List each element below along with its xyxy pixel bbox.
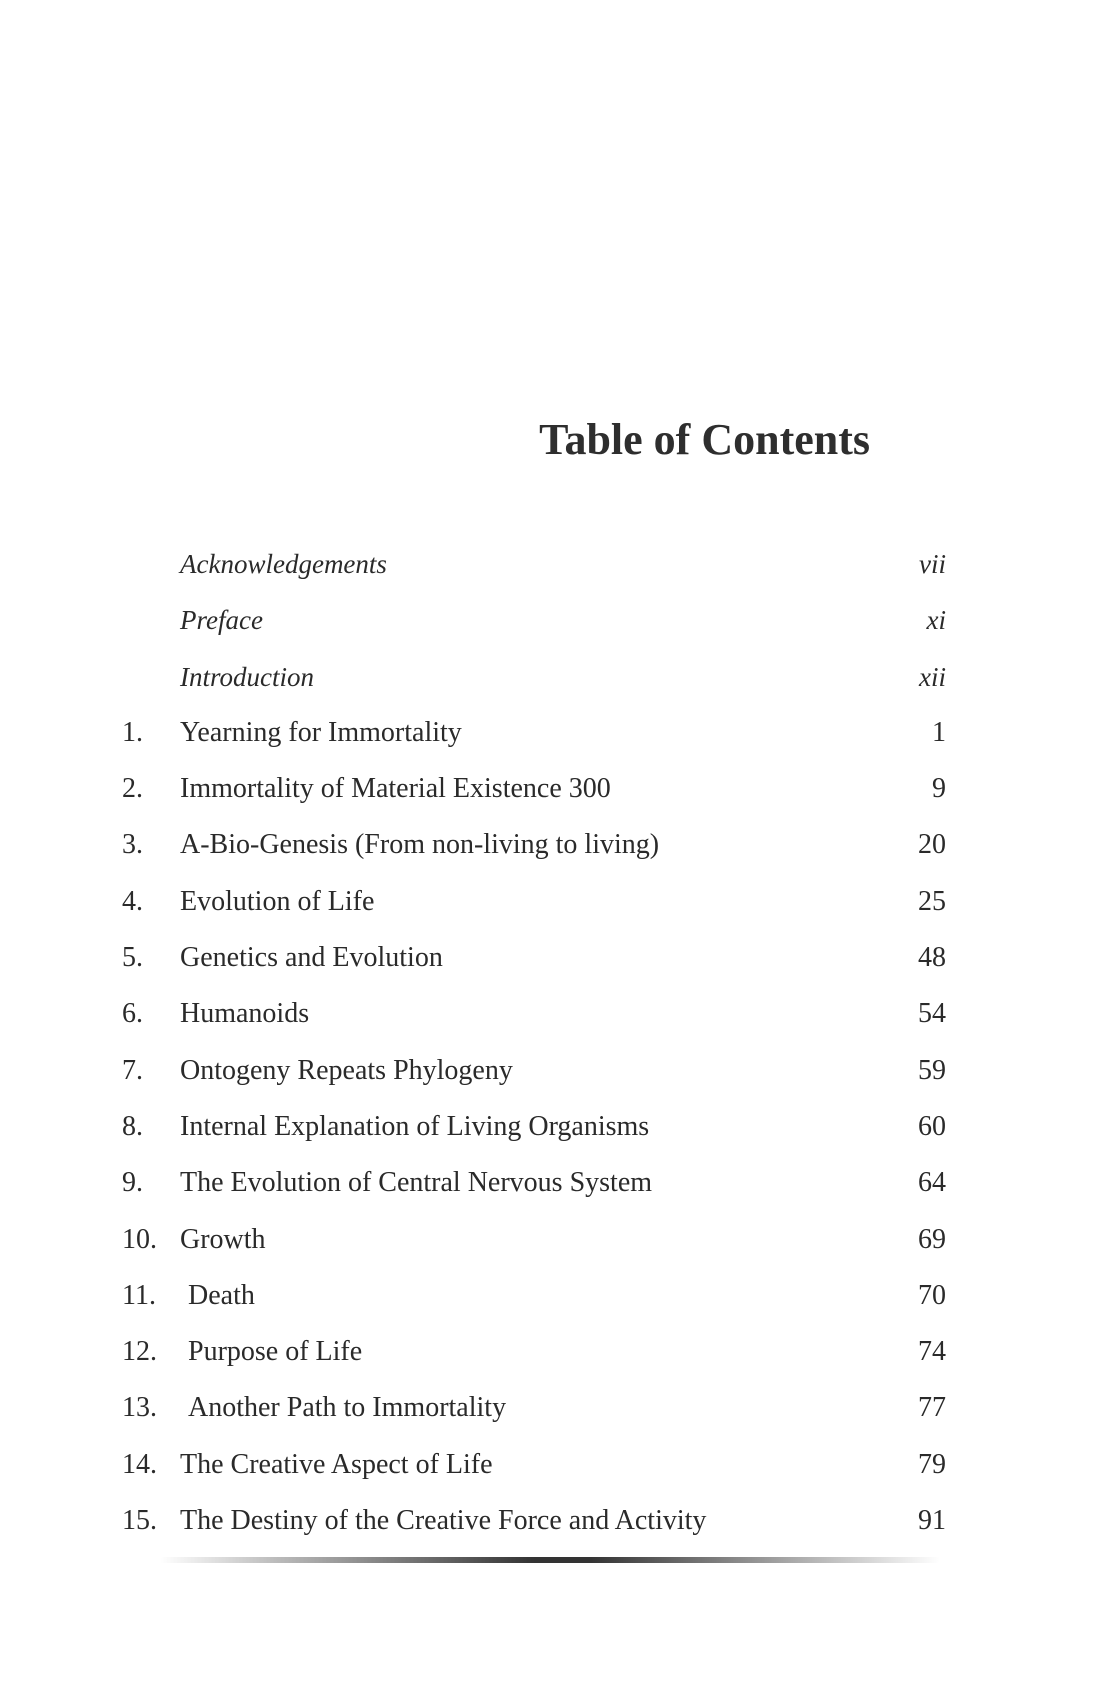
- toc-entry-chapter-1[interactable]: [122, 705, 946, 761]
- toc-entry-page: 25: [918, 885, 946, 917]
- toc-list: [122, 536, 946, 1549]
- toc-entry-page: 69: [918, 1223, 946, 1255]
- toc-entry-number: 5.: [122, 942, 143, 974]
- toc-entry-label: Preface: [180, 605, 263, 636]
- toc-entry-number: 13.: [122, 1392, 157, 1424]
- toc-entry-page: 20: [918, 829, 946, 861]
- toc-entry-label: Introduction: [180, 661, 314, 692]
- toc-entry-label: Evolution of Life: [180, 885, 375, 917]
- toc-entry-chapter-12[interactable]: [122, 1324, 946, 1380]
- toc-entry-page: 1: [932, 716, 946, 748]
- toc-entry-label: Humanoids: [180, 998, 310, 1030]
- toc-entry-label: A-Bio-Genesis (From non-living to living): [180, 829, 660, 861]
- toc-entry-label: Acknowledgements: [180, 549, 387, 579]
- toc-entry-chapter-3[interactable]: [122, 817, 946, 873]
- toc-entry-page: 77: [918, 1392, 946, 1424]
- toc-entry-label: Death: [188, 1279, 255, 1311]
- toc-entry-label: The Evolution of Central Nervous System: [180, 1167, 653, 1199]
- toc-entry-chapter-11[interactable]: [122, 1268, 946, 1324]
- toc-entry-number: 11.: [122, 1279, 156, 1311]
- toc-entry-label: The Creative Aspect of Life: [180, 1448, 493, 1480]
- toc-entry-page: xi: [926, 605, 946, 636]
- toc-entry-chapter-9[interactable]: [122, 1155, 946, 1211]
- toc-entry-number: 1.: [122, 716, 143, 748]
- toc-entry-page: 64: [918, 1167, 946, 1199]
- toc-entry-number: 12.: [122, 1336, 157, 1368]
- toc-entry-page: 70: [918, 1279, 946, 1311]
- toc-entry-label: The Destiny of the Creative Force and Activity: [180, 1505, 707, 1537]
- toc-entry-number: 15.: [122, 1505, 157, 1537]
- toc-entry-chapter-2[interactable]: [122, 761, 946, 817]
- toc-entry-chapter-14[interactable]: [122, 1437, 946, 1493]
- toc-entry-label: Ontogeny Repeats Phylogeny: [180, 1054, 513, 1086]
- toc-entry-number: 10.: [122, 1223, 157, 1255]
- toc-entry-label: Growth: [180, 1223, 266, 1255]
- toc-entry-chapter-8[interactable]: [122, 1099, 946, 1155]
- toc-entry-page: 79: [918, 1448, 946, 1480]
- toc-entry-chapter-5[interactable]: [122, 930, 946, 986]
- toc-entry-number: 3.: [122, 829, 143, 861]
- toc-entry-chapter-6[interactable]: [122, 986, 946, 1042]
- toc-entry-label: Another Path to Immortality: [188, 1392, 507, 1424]
- toc-entry-preface[interactable]: [122, 592, 946, 648]
- toc-entry-number: 6.: [122, 998, 143, 1030]
- toc-entry-introduction[interactable]: [122, 649, 946, 705]
- toc-entry-page: 9: [932, 773, 946, 805]
- toc-entry-chapter-13[interactable]: [122, 1380, 946, 1436]
- toc-entry-number: 14.: [122, 1448, 157, 1480]
- toc-entry-number: 7.: [122, 1054, 143, 1086]
- toc-entry-number: 2.: [122, 773, 143, 805]
- toc-entry-chapter-4[interactable]: [122, 874, 946, 930]
- toc-entry-page: 54: [918, 998, 946, 1030]
- toc-entry-page: 74: [918, 1336, 946, 1368]
- page-title: Table of Contents: [539, 415, 870, 464]
- toc-entry-acknowledgements[interactable]: [122, 536, 946, 592]
- toc-entry-page: vii: [919, 549, 946, 579]
- toc-entry-label: Yearning for Immortality: [180, 716, 462, 748]
- toc-entry-number: 4.: [122, 885, 143, 917]
- toc-entry-page: xii: [919, 661, 946, 692]
- toc-entry-page: 60: [918, 1110, 946, 1142]
- toc-entry-chapter-10[interactable]: [122, 1212, 946, 1268]
- decorative-divider: [160, 1557, 940, 1563]
- toc-entry-number: 9.: [122, 1167, 143, 1199]
- toc-entry-chapter-15[interactable]: [122, 1493, 946, 1549]
- toc-entry-page: 91: [918, 1505, 946, 1537]
- toc-entry-label: Internal Explanation of Living Organisms: [180, 1110, 650, 1142]
- toc-entry-page: 59: [918, 1054, 946, 1086]
- toc-entry-label: Immortality of Material Existence 300: [180, 773, 611, 805]
- toc-entry-chapter-7[interactable]: [122, 1043, 946, 1099]
- toc-entry-label: Purpose of Life: [188, 1336, 363, 1368]
- toc-entry-label: Genetics and Evolution: [180, 942, 443, 974]
- toc-entry-page: 48: [918, 942, 946, 974]
- toc-entry-number: 8.: [122, 1110, 143, 1142]
